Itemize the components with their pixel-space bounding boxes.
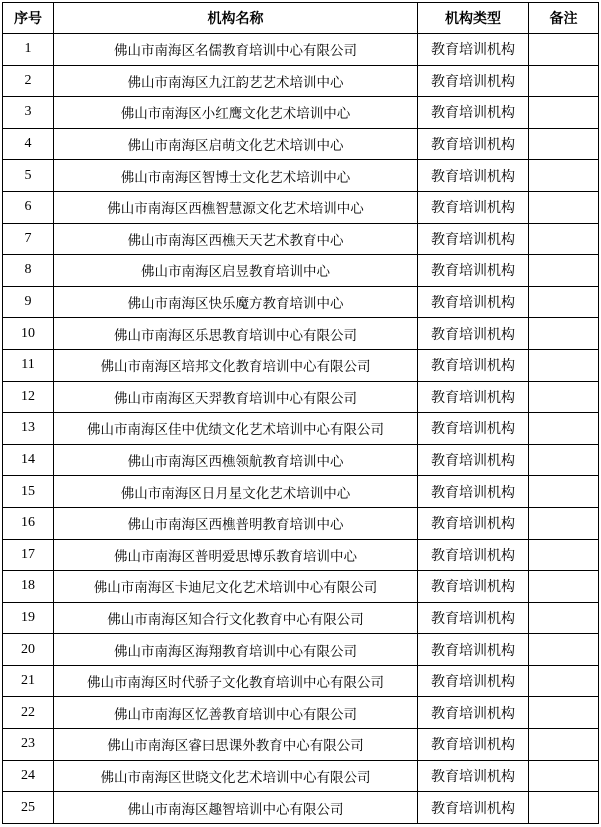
table-row <box>3 160 599 192</box>
cell-institution-type: 教育培训机构 <box>418 792 529 824</box>
cell-serial-number: 22 <box>3 697 54 729</box>
cell-institution-name: 佛山市南海区天羿教育培训中心有限公司 <box>54 381 418 413</box>
cell-serial-number: 13 <box>3 413 54 445</box>
table-row <box>3 634 599 666</box>
cell-remarks <box>529 255 599 287</box>
cell-institution-type: 教育培训机构 <box>418 65 529 97</box>
cell-remarks <box>529 571 599 603</box>
cell-institution-name: 佛山市南海区知合行文化教育中心有限公司 <box>54 602 418 634</box>
cell-institution-name: 佛山市南海区睿曰思课外教育中心有限公司 <box>54 729 418 761</box>
table-row <box>3 223 599 255</box>
table-row <box>3 65 599 97</box>
table-row <box>3 128 599 160</box>
cell-institution-type: 教育培训机构 <box>418 223 529 255</box>
cell-serial-number: 14 <box>3 444 54 476</box>
cell-serial-number: 9 <box>3 286 54 318</box>
cell-remarks <box>529 729 599 761</box>
table-row <box>3 760 599 792</box>
cell-remarks <box>529 539 599 571</box>
cell-institution-type: 教育培训机构 <box>418 34 529 66</box>
cell-institution-type: 教育培训机构 <box>418 539 529 571</box>
table-row <box>3 381 599 413</box>
cell-institution-type: 教育培训机构 <box>418 760 529 792</box>
cell-institution-name: 佛山市南海区趣智培训中心有限公司 <box>54 792 418 824</box>
cell-institution-type: 教育培训机构 <box>418 349 529 381</box>
cell-remarks <box>529 634 599 666</box>
cell-institution-name: 佛山市南海区名儒教育培训中心有限公司 <box>54 34 418 66</box>
cell-institution-type: 教育培训机构 <box>418 128 529 160</box>
cell-institution-name: 佛山市南海区佳中优绩文化艺术培训中心有限公司 <box>54 413 418 445</box>
table-row <box>3 318 599 350</box>
cell-institution-type: 教育培训机构 <box>418 444 529 476</box>
cell-institution-type: 教育培训机构 <box>418 729 529 761</box>
cell-serial-number: 19 <box>3 602 54 634</box>
header-remarks: 备注 <box>529 3 599 34</box>
cell-institution-type: 教育培训机构 <box>418 286 529 318</box>
cell-serial-number: 3 <box>3 97 54 129</box>
table-row <box>3 539 599 571</box>
cell-remarks <box>529 349 599 381</box>
cell-institution-type: 教育培训机构 <box>418 634 529 666</box>
cell-serial-number: 8 <box>3 255 54 287</box>
cell-remarks <box>529 97 599 129</box>
cell-institution-type: 教育培训机构 <box>418 255 529 287</box>
cell-remarks <box>529 476 599 508</box>
cell-serial-number: 4 <box>3 128 54 160</box>
table-row <box>3 571 599 603</box>
cell-institution-name: 佛山市南海区西樵天天艺术教育中心 <box>54 223 418 255</box>
table-row <box>3 286 599 318</box>
cell-remarks <box>529 318 599 350</box>
cell-serial-number: 7 <box>3 223 54 255</box>
table-row <box>3 792 599 824</box>
table-row <box>3 729 599 761</box>
table-row <box>3 602 599 634</box>
cell-remarks <box>529 602 599 634</box>
cell-serial-number: 2 <box>3 65 54 97</box>
cell-remarks <box>529 444 599 476</box>
header-institution-name: 机构名称 <box>54 3 418 34</box>
cell-remarks <box>529 792 599 824</box>
table-row <box>3 444 599 476</box>
cell-serial-number: 21 <box>3 665 54 697</box>
cell-institution-type: 教育培训机构 <box>418 571 529 603</box>
header-institution-type: 机构类型 <box>418 3 529 34</box>
table-row <box>3 191 599 223</box>
cell-remarks <box>529 760 599 792</box>
cell-remarks <box>529 286 599 318</box>
cell-serial-number: 20 <box>3 634 54 666</box>
cell-remarks <box>529 413 599 445</box>
cell-institution-type: 教育培训机构 <box>418 160 529 192</box>
cell-remarks <box>529 665 599 697</box>
cell-institution-type: 教育培训机构 <box>418 191 529 223</box>
cell-institution-name: 佛山市南海区忆善教育培训中心有限公司 <box>54 697 418 729</box>
cell-institution-type: 教育培训机构 <box>418 697 529 729</box>
table-body <box>3 34 599 824</box>
cell-institution-type: 教育培训机构 <box>418 665 529 697</box>
cell-institution-name: 佛山市南海区西樵领航教育培训中心 <box>54 444 418 476</box>
cell-serial-number: 16 <box>3 507 54 539</box>
table-row <box>3 507 599 539</box>
header-row <box>3 3 599 34</box>
cell-institution-name: 佛山市南海区九江韵艺艺术培训中心 <box>54 65 418 97</box>
table-row <box>3 255 599 287</box>
cell-serial-number: 11 <box>3 349 54 381</box>
cell-remarks <box>529 697 599 729</box>
cell-remarks <box>529 160 599 192</box>
cell-serial-number: 18 <box>3 571 54 603</box>
cell-serial-number: 1 <box>3 34 54 66</box>
cell-serial-number: 10 <box>3 318 54 350</box>
table-row <box>3 349 599 381</box>
cell-remarks <box>529 34 599 66</box>
cell-institution-name: 佛山市南海区西樵智慧源文化艺术培训中心 <box>54 191 418 223</box>
cell-serial-number: 23 <box>3 729 54 761</box>
cell-institution-name: 佛山市南海区快乐魔方教育培训中心 <box>54 286 418 318</box>
cell-remarks <box>529 381 599 413</box>
cell-institution-name: 佛山市南海区普明爱思博乐教育培训中心 <box>54 539 418 571</box>
cell-institution-type: 教育培训机构 <box>418 413 529 445</box>
table-row <box>3 665 599 697</box>
cell-serial-number: 17 <box>3 539 54 571</box>
cell-institution-type: 教育培训机构 <box>418 507 529 539</box>
table-row <box>3 413 599 445</box>
cell-serial-number: 25 <box>3 792 54 824</box>
cell-institution-name: 佛山市南海区西樵普明教育培训中心 <box>54 507 418 539</box>
cell-institution-name: 佛山市南海区启萌文化艺术培训中心 <box>54 128 418 160</box>
cell-institution-name: 佛山市南海区日月星文化艺术培训中心 <box>54 476 418 508</box>
cell-institution-name: 佛山市南海区时代骄子文化教育培训中心有限公司 <box>54 665 418 697</box>
cell-remarks <box>529 191 599 223</box>
cell-institution-name: 佛山市南海区启昱教育培训中心 <box>54 255 418 287</box>
table-row <box>3 697 599 729</box>
cell-institution-name: 佛山市南海区海翔教育培训中心有限公司 <box>54 634 418 666</box>
cell-serial-number: 5 <box>3 160 54 192</box>
cell-institution-name: 佛山市南海区卡迪尼文化艺术培训中心有限公司 <box>54 571 418 603</box>
table-row <box>3 97 599 129</box>
header-serial-number: 序号 <box>3 3 54 34</box>
cell-institution-name: 佛山市南海区培邦文化教育培训中心有限公司 <box>54 349 418 381</box>
cell-institution-name: 佛山市南海区世晓文化艺术培训中心有限公司 <box>54 760 418 792</box>
cell-remarks <box>529 223 599 255</box>
table-row <box>3 476 599 508</box>
cell-institution-type: 教育培训机构 <box>418 476 529 508</box>
cell-serial-number: 6 <box>3 191 54 223</box>
cell-serial-number: 24 <box>3 760 54 792</box>
cell-serial-number: 12 <box>3 381 54 413</box>
cell-remarks <box>529 65 599 97</box>
cell-institution-type: 教育培训机构 <box>418 381 529 413</box>
institution-table <box>2 2 599 824</box>
cell-remarks <box>529 128 599 160</box>
table-header <box>3 3 599 34</box>
cell-institution-name: 佛山市南海区乐思教育培训中心有限公司 <box>54 318 418 350</box>
table-row <box>3 34 599 66</box>
cell-institution-name: 佛山市南海区小红鹰文化艺术培训中心 <box>54 97 418 129</box>
cell-serial-number: 15 <box>3 476 54 508</box>
cell-remarks <box>529 507 599 539</box>
cell-institution-name: 佛山市南海区智博士文化艺术培训中心 <box>54 160 418 192</box>
cell-institution-type: 教育培训机构 <box>418 97 529 129</box>
cell-institution-type: 教育培训机构 <box>418 602 529 634</box>
cell-institution-type: 教育培训机构 <box>418 318 529 350</box>
